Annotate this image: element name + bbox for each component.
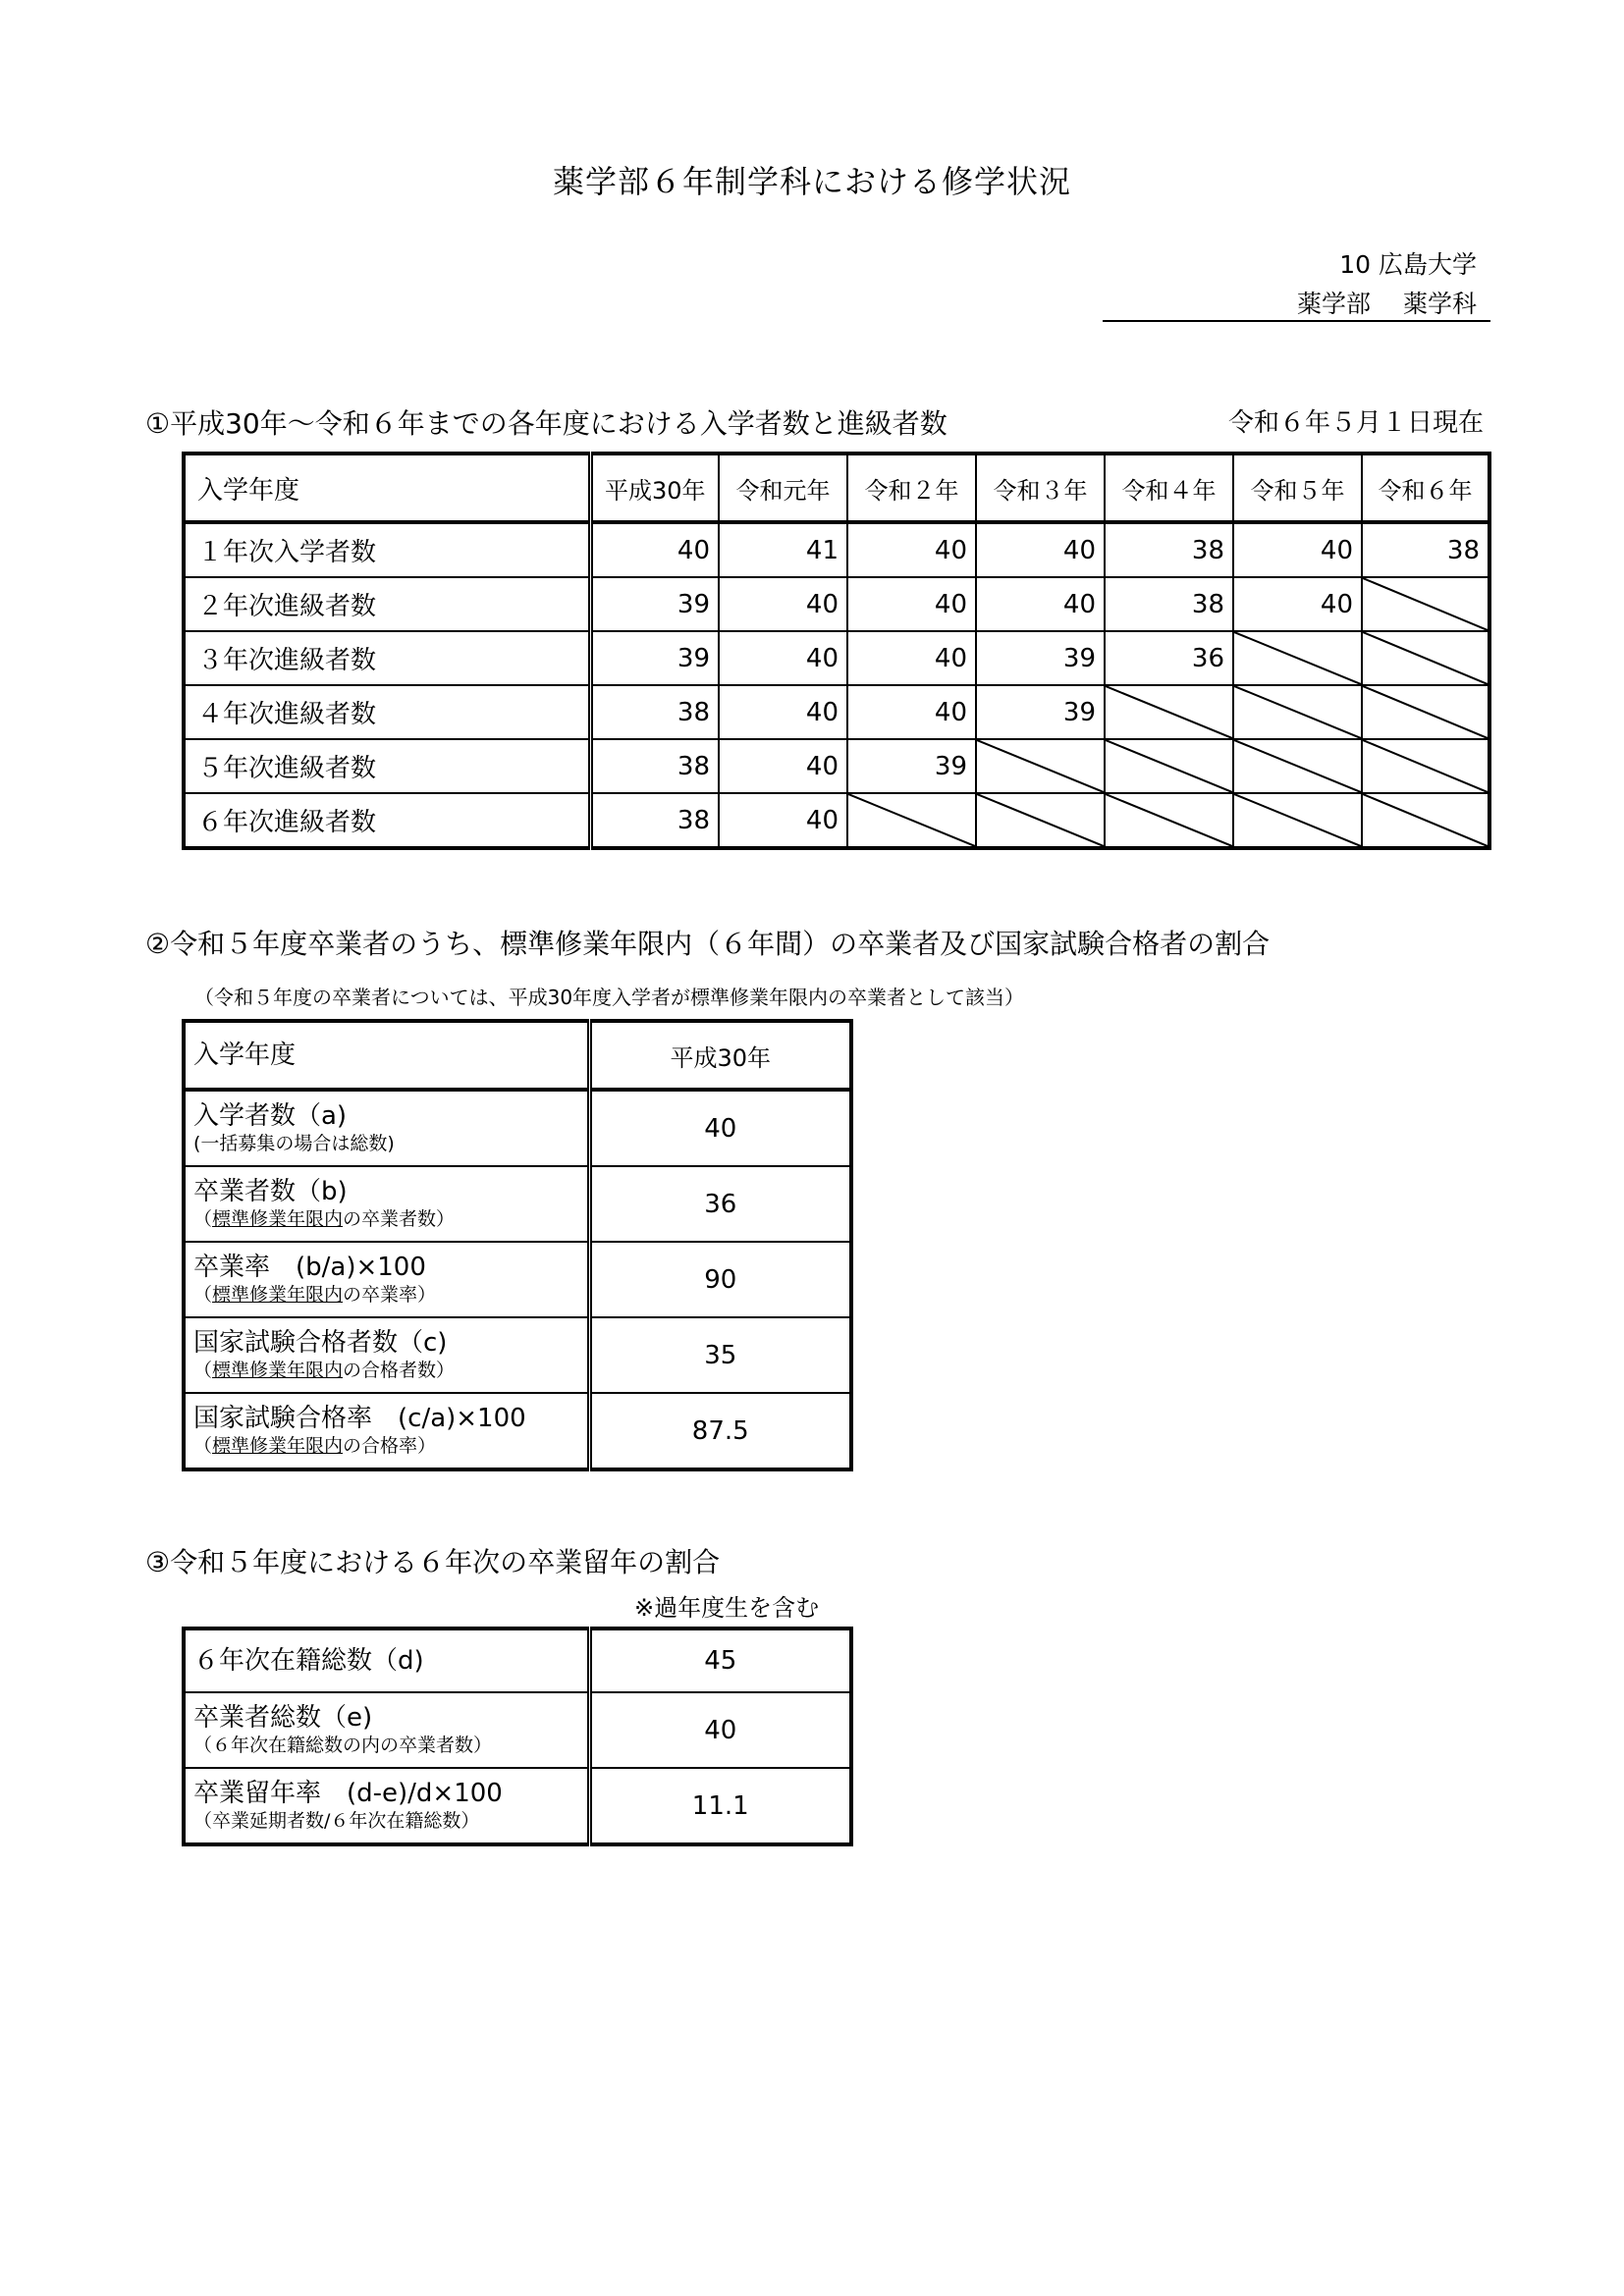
sub-prefix: （ [193, 1207, 213, 1230]
university-label: 10 広島大学 [1339, 250, 1477, 279]
table-cell: 40 [847, 577, 976, 631]
row-label: ４年次進級者数 [184, 685, 590, 739]
corner-label: 入学年度 [184, 454, 590, 522]
empty-cell-slash [1105, 739, 1233, 793]
table-cell: 38 [1105, 577, 1233, 631]
table-cell: 40 [719, 739, 847, 793]
table-cell: 39 [590, 577, 719, 631]
table-row [184, 685, 1489, 739]
row-main-label: 卒業留年率 (d-e)/d×100 [193, 1779, 503, 1809]
row-label [184, 1768, 589, 1844]
empty-cell-slash [976, 739, 1105, 793]
table-cell: 40 [847, 522, 976, 577]
year-header: 令和２年 [847, 454, 976, 522]
sub-suffix: の合格率） [343, 1434, 437, 1457]
row-sub-label [193, 1435, 587, 1459]
row-sub-label: （６年次在籍総数の内の卒業者数） [193, 1734, 493, 1756]
empty-cell-slash [1233, 631, 1362, 685]
empty-cell-slash [1105, 793, 1233, 848]
table-header-row [184, 454, 1489, 522]
row-label [184, 1393, 589, 1469]
table-cell: 40 [719, 793, 847, 848]
year-header: 令和元年 [719, 454, 847, 522]
department-label: 薬学部 薬学科 [1297, 290, 1477, 318]
empty-cell-slash [847, 793, 976, 848]
row-label [184, 1166, 589, 1242]
graduation-table [182, 1019, 853, 1471]
year-header: 令和６年 [1362, 454, 1489, 522]
empty-cell-slash [976, 793, 1105, 848]
table-cell: 38 [1362, 522, 1489, 577]
enrollment-table [182, 452, 1491, 850]
value-cell: 35 [589, 1317, 851, 1393]
empty-cell-slash [1233, 793, 1362, 848]
value-cell: 40 [589, 1692, 851, 1768]
table-row [184, 577, 1489, 631]
sub-prefix: （ [193, 1283, 213, 1306]
table-cell: 40 [1233, 522, 1362, 577]
table-row [184, 1242, 851, 1317]
sub-underlined: 標準修業年限内 [212, 1359, 344, 1381]
empty-cell-slash [1362, 793, 1489, 848]
table-cell: 39 [590, 631, 719, 685]
table-row [184, 1393, 851, 1469]
value-cell: 45 [589, 1629, 851, 1692]
table-row [184, 1090, 851, 1166]
table-cell: 40 [719, 685, 847, 739]
sub-underlined: 標準修業年限内 [212, 1207, 344, 1230]
table-row [184, 793, 1489, 848]
row-main-label: 国家試験合格率 (c/a)×100 [193, 1404, 526, 1434]
empty-cell-slash [1105, 685, 1233, 739]
row-label [184, 1242, 589, 1317]
row-label: ２年次進級者数 [184, 577, 590, 631]
table-cell: 40 [1233, 577, 1362, 631]
row-label: ５年次進級者数 [184, 739, 590, 793]
value-cell: 11.1 [589, 1768, 851, 1844]
table-cell: 36 [1105, 631, 1233, 685]
sub-underlined: 標準修業年限内 [212, 1434, 344, 1457]
section3-note: ※過年度生を含む [634, 1594, 820, 1622]
empty-cell-slash [1362, 685, 1489, 739]
as-of-date: 令和６年５月１日現在 [1227, 408, 1484, 438]
row-main-label: 国家試験合格者数（c) [193, 1328, 448, 1359]
empty-cell-slash [1233, 685, 1362, 739]
table-cell: 39 [976, 685, 1105, 739]
row-sub-label [193, 1208, 587, 1232]
row-label [184, 1692, 589, 1768]
row-sub-text: (一括募集の場合は総数) [193, 1132, 395, 1154]
table-cell: 40 [976, 577, 1105, 631]
sub-suffix: の卒業率） [343, 1283, 437, 1306]
row-label [184, 1090, 589, 1166]
table-cell: 40 [847, 631, 976, 685]
table-cell: 40 [847, 685, 976, 739]
table-cell: 40 [976, 522, 1105, 577]
table-cell: 38 [590, 793, 719, 848]
value-cell: 40 [589, 1090, 851, 1166]
section3-heading: ③令和５年度における６年次の卒業留年の割合 [145, 1546, 721, 1578]
table-cell: 39 [976, 631, 1105, 685]
row-main-label: 入学者数（a) [193, 1101, 348, 1132]
table-cell: 40 [719, 631, 847, 685]
table-row [184, 522, 1489, 577]
table-row [184, 1317, 851, 1393]
empty-cell-slash [1362, 631, 1489, 685]
row-label [184, 1317, 589, 1393]
page-title: 薬学部６年制学科における修学状況 [552, 163, 1071, 200]
sub-suffix: の合格者数） [343, 1359, 456, 1381]
corner-label: 入学年度 [184, 1021, 589, 1090]
row-main-label: 卒業率 (b/a)×100 [193, 1253, 426, 1283]
year-header: 令和３年 [976, 454, 1105, 522]
row-sub-label [193, 1133, 587, 1156]
table-cell: 41 [719, 522, 847, 577]
table-header-row [184, 1021, 851, 1090]
row-main-label: 卒業者数（b) [193, 1177, 348, 1207]
year-header: 令和４年 [1105, 454, 1233, 522]
row-sub-label: （卒業延期者数/６年次在籍総数） [193, 1809, 480, 1832]
row-label [184, 1629, 589, 1692]
table-row [184, 1629, 851, 1692]
table-cell: 38 [1105, 522, 1233, 577]
value-cell: 87.5 [589, 1393, 851, 1469]
table-cell: 40 [719, 577, 847, 631]
repeat-rate-table [182, 1627, 853, 1846]
row-label: ６年次進級者数 [184, 793, 590, 848]
empty-cell-slash [1362, 739, 1489, 793]
section2-heading: ②令和５年度卒業者のうち、標準修業年限内（６年間）の卒業者及び国家試験合格者の割合 [145, 928, 1271, 960]
empty-cell-slash [1362, 577, 1489, 631]
empty-cell-slash [1233, 739, 1362, 793]
year-header: 平成30年 [590, 454, 719, 522]
row-sub-label [193, 1360, 587, 1383]
section1-heading: ①平成30年～令和６年までの各年度における入学者数と進級者数 [145, 407, 947, 440]
table-cell: 40 [590, 522, 719, 577]
year-header: 平成30年 [589, 1021, 851, 1090]
value-cell: 36 [589, 1166, 851, 1242]
sub-suffix: の卒業者数） [343, 1207, 456, 1230]
table-row [184, 1166, 851, 1242]
sub-underlined: 標準修業年限内 [212, 1283, 344, 1306]
section2-note: （令和５年度の卒業者については、平成30年度入学者が標準修業年限内の卒業者として該当） [194, 986, 1025, 1009]
table-row [184, 631, 1489, 685]
row-main-label: ６年次在籍総数（d) [193, 1645, 424, 1676]
row-sub-label [193, 1284, 587, 1308]
value-cell: 90 [589, 1242, 851, 1317]
row-label: １年次入学者数 [184, 522, 590, 577]
sub-prefix: （ [193, 1434, 213, 1457]
sub-prefix: （ [193, 1359, 213, 1381]
table-cell: 38 [590, 685, 719, 739]
table-row [184, 1768, 851, 1844]
table-row [184, 739, 1489, 793]
year-header: 令和５年 [1233, 454, 1362, 522]
table-cell: 39 [847, 739, 976, 793]
header-underline [1103, 320, 1490, 322]
table-row [184, 1692, 851, 1768]
row-label: ３年次進級者数 [184, 631, 590, 685]
row-main-label: 卒業者総数（e) [193, 1703, 373, 1734]
table-cell: 38 [590, 739, 719, 793]
